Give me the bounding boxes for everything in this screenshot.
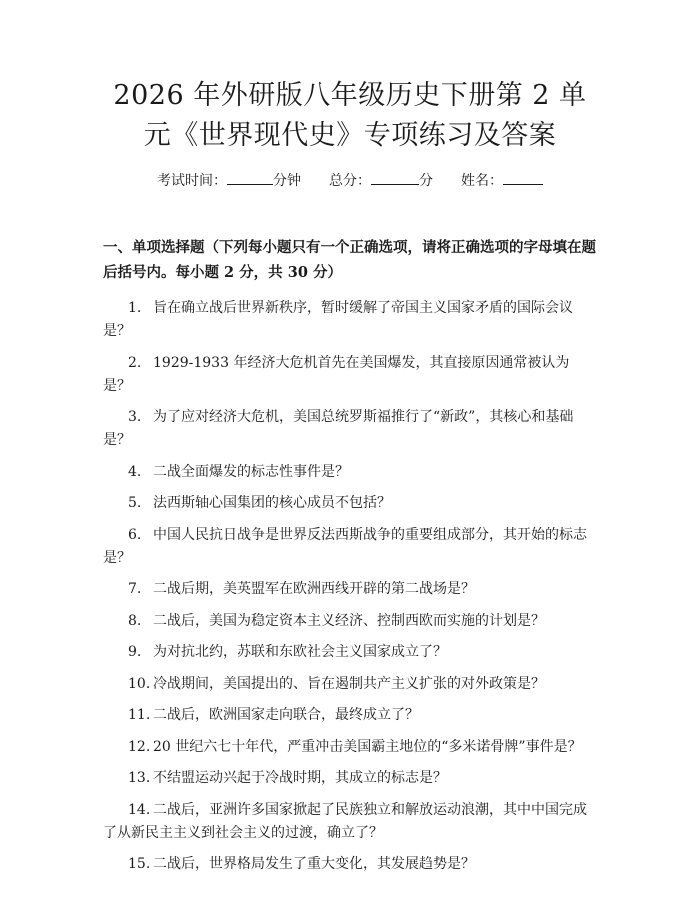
exam-info-line	[103, 170, 597, 192]
question-text: 20 世纪六七十年代，严重冲击美国霸主地位的“多米诺骨牌”事件是？	[153, 738, 582, 755]
question-text: 旨在确立战后世界新秩序，暂时缓解了帝国主义国家矛盾的国际会议是？	[103, 300, 573, 339]
total-score-blank	[371, 172, 419, 185]
question-number: 15.	[128, 856, 151, 872]
question-item	[103, 610, 597, 633]
exam-time-label: 考试时间：	[157, 173, 227, 189]
exam-time-unit: 分钟	[273, 173, 301, 189]
question-number: 12.	[128, 738, 151, 755]
question-text: 冷战期间，美国提出的、旨在遏制共产主义扩张的对外政策是？	[153, 675, 545, 692]
question-number: 8.	[128, 612, 142, 629]
question-item	[103, 578, 597, 601]
question-text: 二战后，亚洲许多国家掀起了民族独立和解放运动浪潮，其中中国完成了从新民主主义到社会主义的过渡，确立了？	[103, 801, 587, 841]
question-text: 法西斯轴心国集团的核心成员不包括？	[153, 495, 391, 511]
question-number: 10.	[128, 675, 151, 692]
question-text: 不结盟运动兴起于冷战时期，其成立的标志是？	[153, 770, 447, 786]
question-item	[103, 461, 597, 484]
question-text: 二战全面爆发的标志性事件是？	[153, 463, 349, 480]
question-list	[103, 297, 597, 876]
question-number: 13.	[128, 770, 151, 786]
question-item	[103, 704, 597, 727]
question-number: 6.	[128, 526, 142, 543]
total-score-label: 总分：	[329, 173, 371, 189]
question-item	[103, 673, 597, 696]
question-number: 4.	[128, 463, 142, 480]
question-item	[103, 767, 597, 790]
question-item	[103, 352, 597, 398]
question-number: 5.	[128, 495, 142, 511]
question-text: 二战后，欧洲国家走向联合，最终成立了？	[153, 707, 419, 723]
question-text: 二战后期，美英盟军在欧洲西线开辟的第二战场是？	[153, 581, 475, 597]
question-number: 7.	[128, 581, 142, 597]
question-text: 二战后，美国为稳定资本主义经济、控制西欧而实施的计划是？	[153, 612, 545, 629]
total-score-unit: 分	[419, 173, 433, 189]
question-item	[103, 297, 597, 343]
total-score-field	[329, 170, 433, 192]
question-number: 1.	[128, 300, 142, 316]
question-number: 9.	[128, 644, 142, 660]
student-name-blank	[503, 172, 543, 185]
student-name-label: 姓名：	[461, 173, 503, 189]
question-text: 中国人民抗日战争是世界反法西斯战争的重要组成部分，其开始的标志是？	[103, 526, 587, 566]
question-number: 2.	[128, 354, 142, 371]
exam-time-blank	[227, 172, 273, 185]
question-item	[103, 853, 597, 876]
student-name-field	[461, 170, 543, 192]
question-item	[103, 799, 597, 845]
question-item	[103, 406, 597, 452]
question-number: 3.	[128, 409, 142, 425]
section-heading: 一、单项选择题（下列每小题只有一个正确选项，请将正确选项的字母填在题后括号内。每小题 2 分，共 30 分）	[103, 239, 596, 281]
question-number: 14.	[128, 801, 151, 818]
question-text: 为了应对经济大危机，美国总统罗斯福推行了“新政”，其核心和基础是？	[103, 409, 574, 448]
document-title: 2026 年外研版八年级历史下册第 2 单元《世界现代史》专项练习及答案	[113, 80, 587, 151]
question-item	[103, 524, 597, 570]
question-number: 11.	[128, 707, 151, 723]
question-text: 1929-1933 年经济大危机首先在美国爆发，其直接原因通常被认为是？	[103, 354, 570, 394]
question-item	[103, 641, 597, 664]
exam-time-field	[157, 170, 301, 192]
question-text: 二战后，世界格局发生了重大变化，其发展趋势是？	[153, 856, 475, 872]
question-item	[103, 736, 597, 759]
question-item	[103, 492, 597, 515]
question-text: 为对抗北约，苏联和东欧社会主义国家成立了？	[153, 644, 447, 660]
